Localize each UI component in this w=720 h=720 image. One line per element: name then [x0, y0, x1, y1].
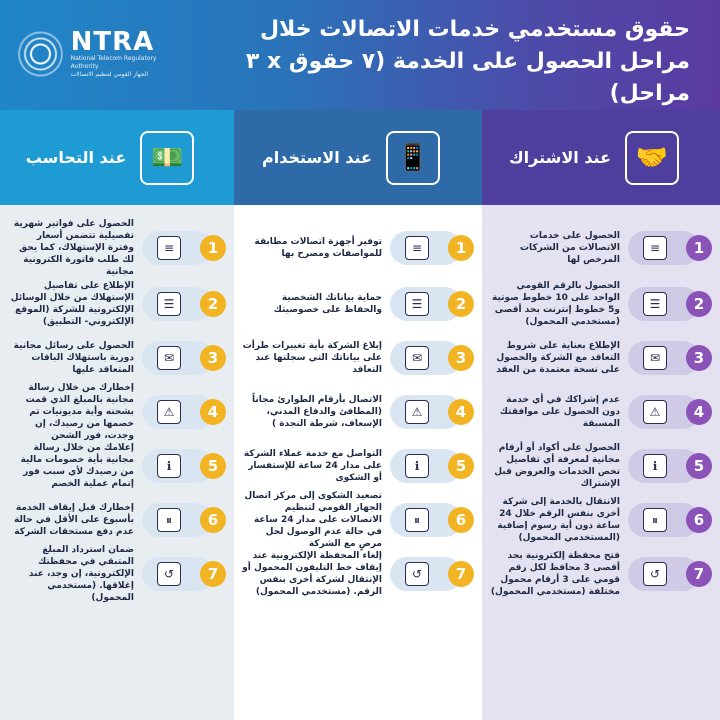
contract-handshake-icon: 🤝: [625, 131, 679, 185]
title-line-1: حقوق مستخدمي خدمات الاتصالات خلال: [259, 17, 690, 42]
list-item: [8, 441, 226, 491]
item-number: 3: [686, 345, 712, 371]
item-number: 2: [200, 291, 226, 317]
sms-alert-icon: ⚠: [157, 400, 181, 424]
item-number: 5: [200, 453, 226, 479]
invoice-icon: ≡: [157, 236, 181, 260]
list-item: [490, 223, 712, 273]
list-item: [242, 387, 474, 437]
hand-phone-icon: 📱: [386, 131, 440, 185]
sim-icon: ☰: [643, 292, 667, 316]
list-item: [8, 279, 226, 329]
item-number: 1: [686, 235, 712, 261]
emergency-icon: ⚠: [405, 400, 429, 424]
item-number: 4: [686, 399, 712, 425]
list-item: [8, 333, 226, 383]
list-item: [242, 441, 474, 491]
contract-icon: ✉: [643, 346, 667, 370]
item-text: الحصول بالرقم القومي الواحد على 10 خطوط صوتية و5 خطوط إنترنت بحد أقصى (مستخدمي المحمول): [492, 281, 620, 327]
item-text: التواصل مع خدمة عملاء الشركة على مدار 24 ساعة للإستفسار أو الشكوى: [243, 449, 382, 483]
ntra-logo-icon: [18, 30, 63, 78]
item-text: الانتقال بالخدمة إلى شركة أخرى بنفس الرقم خلال 24 ساعة دون أية رسوم إضافية (المستخدمي المحمول): [497, 497, 620, 543]
money-invoice-icon: 💵: [140, 131, 194, 185]
transfer-icon: ⏸: [643, 508, 667, 532]
list-item: [490, 441, 712, 491]
item-number: 2: [448, 291, 474, 317]
list-item: [8, 495, 226, 545]
column-label-billing: عند التحاسب: [25, 148, 127, 167]
list-item: [490, 279, 712, 329]
list-item: [8, 383, 226, 441]
item-number: 6: [686, 507, 712, 533]
item-text: تصعيد الشكوى إلى مركز اتصال الجهاز القومي لتنظيم الاتصالات على مدار 24 ساعة في حالة عدم الوصول لحل مرضٍ مع الشركة: [244, 491, 382, 549]
list-item: [242, 333, 474, 383]
item-number: 5: [686, 453, 712, 479]
code-icon: ℹ: [643, 454, 667, 478]
consent-icon: ⚠: [643, 400, 667, 424]
list-item: [490, 549, 712, 599]
list-item: [490, 387, 712, 437]
item-number: 4: [200, 399, 226, 425]
usage-icon: ☰: [157, 292, 181, 316]
privacy-icon: ☰: [405, 292, 429, 316]
licensed-icon: ≡: [643, 236, 667, 260]
logo-sub-ar: الجهاز القومي لتنظيم الاتصالات: [70, 71, 149, 78]
device-icon: ≡: [405, 236, 429, 260]
list-item: [490, 495, 712, 545]
list-item: [8, 545, 226, 603]
item-text: إلغاء المحفظة الإلكترونية عند إيقاف خط التليفون المحمول أو الإنتقال لشركة أخرى بنفس الرقم. (مستخدمي المحمول): [242, 551, 382, 597]
profile-update-icon: ✉: [405, 346, 429, 370]
item-text: إخطارك من خلال رسالة مجانية بالمبلغ الذي قمت بشحنه وأية مديونيات تم خصمها من رصيدك، إن وجدت، فور الشحن: [25, 383, 134, 441]
item-text: الحصول على رسائل مجانية دورية باستهلاك الباقات المتعاقد عليها: [13, 341, 134, 375]
item-number: 7: [200, 561, 226, 587]
list-item: [242, 223, 474, 273]
item-number: 7: [448, 561, 474, 587]
item-text: فتح محفظة إلكترونية بحد أقصى 3 محافظ لكل رقم قومي على 3 أرقام محمول مختلفة (مستخدمي المحمول): [490, 551, 620, 597]
item-number: 7: [686, 561, 712, 587]
item-number: 6: [200, 507, 226, 533]
column-subscription: [482, 205, 720, 720]
column-label-subscription: عند الاشتراك: [508, 148, 612, 167]
item-text: عدم إشراكك في أي خدمة دون الحصول على موافقتك المسبقة: [499, 395, 620, 429]
item-text: الاتصال بأرقام الطوارئ مجاناً (المطافئ والدفاع المدني، الإسعاف، شرطة النجدة ): [251, 395, 382, 429]
suspend-icon: ⏸: [157, 508, 181, 532]
wallet-icon: ↺: [643, 562, 667, 586]
header: [0, 0, 720, 110]
column-header-billing: [0, 110, 234, 205]
item-text: حماية بياناتك الشخصية والحفاظ على خصوصيتك: [273, 293, 382, 315]
item-text: الإطلاع بعناية على شروط التعاقد مع الشركة والحصول على نسخة معتمدة من العقد: [496, 341, 620, 375]
ntra-logo: [18, 24, 178, 84]
list-item: [242, 549, 474, 599]
item-number: 3: [448, 345, 474, 371]
list-item: [490, 333, 712, 383]
message-icon: ✉: [157, 346, 181, 370]
column-billing: [0, 205, 234, 720]
item-number: 5: [448, 453, 474, 479]
logo-name: NTRA: [70, 27, 155, 57]
list-item: [8, 219, 226, 277]
item-number: 6: [448, 507, 474, 533]
refund-icon: ↺: [157, 562, 181, 586]
item-number: 4: [448, 399, 474, 425]
list-item: [242, 279, 474, 329]
column-usage: [234, 205, 482, 720]
item-number: 1: [448, 235, 474, 261]
column-header-usage: [234, 110, 482, 205]
column-label-usage: عند الاستخدام: [262, 148, 372, 167]
notify-icon: ℹ: [157, 454, 181, 478]
support-agent-icon: ℹ: [405, 454, 429, 478]
hotline-155-icon: ⏸: [405, 508, 429, 532]
list-item: [242, 491, 474, 549]
item-text: الحصول على خدمات الاتصالات من الشركات المرخص لها: [520, 231, 620, 265]
item-number: 3: [200, 345, 226, 371]
item-number: 2: [686, 291, 712, 317]
logo-sub-en: National Telecom Regulatory Authority: [70, 55, 157, 70]
item-text: الحصول على فواتير شهرية تفصيلية تتضمن أسعار وفترة الإستهلاك، كما يحق لك طلب فاتورة الكترونية مجانية: [13, 219, 134, 277]
item-number: 1: [200, 235, 226, 261]
title-line-2: مراحل الحصول على الخدمة (٧ حقوق x ٣ مراحل): [245, 49, 690, 106]
item-text: إخطارك قبل إيقاف الخدمة بأسبوع على الأقل في حالة عدم دفع مستحقات الشركة: [14, 503, 134, 537]
item-text: إبلاغ الشركة بأية تغييرات طرأت على بياناتك التي سجلتها عند التعاقد: [242, 341, 382, 375]
page-title: [190, 14, 690, 110]
item-text: ضمان استرداد المبلغ المتبقي في محفظتك الإلكترونية، إن وجد، عند إغلاقها. (مستخدمي المحمول): [28, 545, 134, 603]
item-text: الحصول على أكواد أو أرقام مجانية لمعرفة أي تفاصيل تخص الخدمات والعروض قبل الإشتراك: [494, 443, 620, 489]
wallet-cancel-icon: ↺: [405, 562, 429, 586]
column-header-subscription: [482, 110, 720, 205]
item-text: إعلامك من خلال رسالة مجانية بأية خصومات مالية من رصيدك لأي سبب فور إتمام عملية الخصم: [20, 443, 134, 489]
item-text: الإطلاع على تفاصيل الإستهلاك من خلال الوسائل الإلكترونية للشركة (الموقع الإلكتروني- التطبيق): [10, 281, 134, 327]
item-text: توفير أجهزة اتصالات مطابقة للمواصفات ومصرح بها: [254, 237, 382, 259]
